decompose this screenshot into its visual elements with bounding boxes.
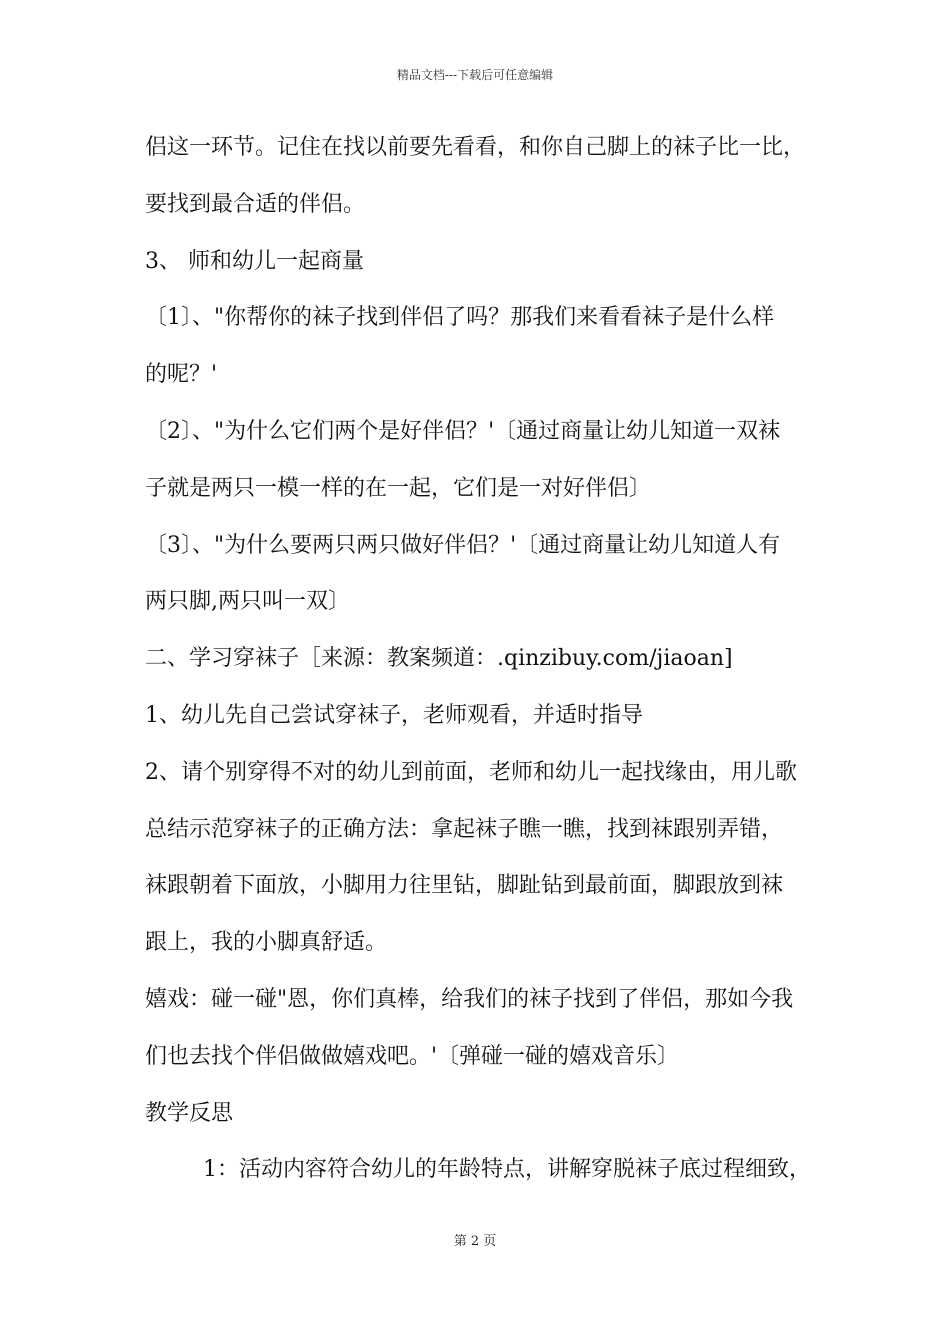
text-line: 子就是两只一模一样的在一起，它们是一对好伴侣〕 [145,475,652,501]
text-line: 们也去找个伴侣做做嬉戏吧。'〔弹碰一碰的嬉戏音乐〕 [145,1043,680,1069]
text-line: 〔1〕、"你帮你的袜子找到伴侣了吗？那我们来看看袜子是什么样 [145,305,775,331]
text-line: 要找到最合适的伴侣。 [145,191,366,217]
text-line: 侣这一环节。记住在找以前要先看看，和你自己脚上的袜子比一比， [145,135,806,160]
section-heading: 教学反思 [145,1100,234,1126]
section-heading: 二、学习穿袜子［来源：教案频道：.qinzibuy.com/jiaoan] [145,646,733,672]
text-line: 跟上，我的小脚真舒适。 [145,930,388,956]
text-line: 两只脚,两只叫一双〕 [145,589,350,615]
text-line: 2、请个别穿得不对的幼儿到前面，老师和幼儿一起找缘由，用儿歌 [145,759,797,785]
text-line: 3、 师和幼儿一起商量 [145,248,364,274]
text-line: 袜跟朝着下面放，小脚用力往里钻，脚趾钻到最前面，脚跟放到袜 [145,873,784,899]
text-line: 1、幼儿先自己尝试穿袜子，老师观看，并适时指导 [145,702,643,728]
text-line: 〔2〕、"为什么它们两个是好伴侣？'〔通过商量让幼儿知道一双袜 [145,418,781,444]
text-line: 的呢？' [145,362,218,388]
text-line: 〔3〕、"为什么要两只两只做好伴侣？'〔通过商量让幼儿知道人有 [145,532,781,558]
text-line: 1：活动内容符合幼儿的年龄特点，讲解穿脱袜子底过程细致， [203,1157,811,1183]
text-line: 总结示范穿袜子的正确方法：拿起袜子瞧一瞧，找到袜跟别弄错， [145,816,784,842]
document-body [145,128,825,1207]
page-number: 第 2 页 [453,1234,497,1249]
text-line: 嬉戏：碰一碰"恩，你们真棒，给我们的袜子找到了伴侣，那如今我 [145,986,794,1012]
page-header: 精品文档---下载后可任意编辑 [396,68,554,82]
